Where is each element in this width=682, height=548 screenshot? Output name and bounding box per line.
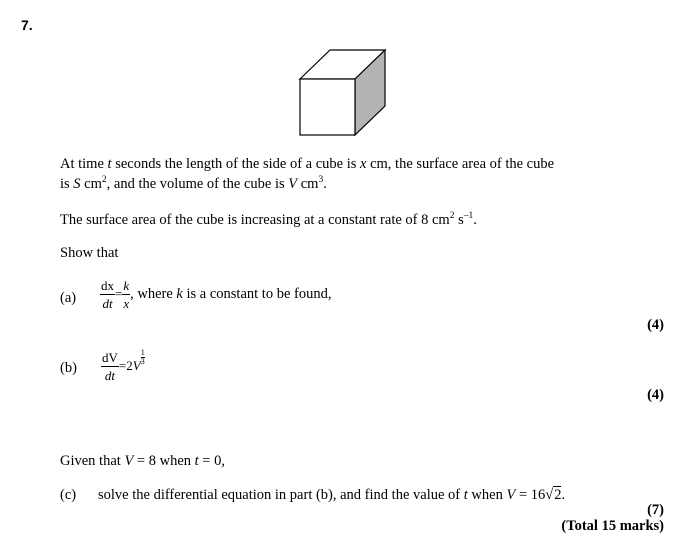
fraction-dV-dt: [101, 351, 119, 382]
text-span: = 16: [515, 487, 546, 503]
variable-V: V: [506, 487, 516, 503]
fraction-k-x: [122, 279, 130, 310]
part-b-equation: [101, 349, 145, 382]
numerator-text: dV: [102, 350, 118, 366]
exponent-one-third: [141, 349, 145, 366]
part-c-marks: (7): [647, 502, 664, 518]
part-c-label: (c): [60, 487, 77, 503]
intro-line-1: [60, 157, 554, 172]
question-number: 7.: [21, 17, 33, 33]
text-span: cm: [80, 176, 102, 192]
text-span: cm: [297, 176, 319, 192]
fraction-denominator: dt: [104, 367, 115, 383]
text-span: where: [133, 285, 177, 302]
variable-V: V: [132, 358, 141, 373]
part-a-equation: [100, 279, 331, 310]
text-span: = 8 when: [133, 453, 195, 469]
show-that-label: Show that: [60, 245, 119, 261]
cube-diagram: [296, 47, 388, 137]
superscript: 2: [449, 211, 455, 221]
variable-k: k: [176, 285, 183, 302]
text-span: At time: [60, 156, 108, 172]
variable-x: x: [360, 156, 367, 172]
text-span: Given that: [60, 453, 125, 469]
text-span: = 0,: [198, 453, 225, 469]
text-span: solve the differential equation in part (b), and find the value of: [98, 487, 464, 503]
text-span: cm, the surface area of the cube: [366, 156, 555, 172]
fraction-numerator: dx: [101, 278, 114, 293]
fraction-numerator: k: [123, 278, 130, 293]
part-c-text: [98, 488, 565, 503]
variable-V: V: [124, 453, 134, 469]
text-span: .: [561, 487, 566, 503]
text-span: The surface area of the cube is increasing at a constant rate of 8 cm: [60, 212, 450, 228]
superscript: –1: [463, 211, 474, 221]
variable-V: V: [288, 176, 298, 192]
variable-t: t: [463, 487, 468, 503]
text-span: ,: [130, 285, 134, 302]
text-span: s: [454, 212, 464, 228]
text-span: when: [467, 487, 507, 503]
exponent-numerator: 1: [140, 348, 145, 357]
cube-front-face: [300, 79, 355, 135]
variable-t: t: [194, 453, 199, 469]
part-a-marks: (4): [647, 317, 664, 333]
total-marks: (Total 15 marks): [561, 518, 664, 534]
fraction-numerator: [101, 351, 119, 367]
equals-sign: =: [115, 285, 123, 301]
part-b-label: (b): [60, 360, 77, 376]
exponent-denominator: 3: [140, 357, 145, 366]
part-b-marks: (4): [647, 387, 664, 403]
fraction-dx-dt: [100, 279, 115, 310]
radicand: 2: [554, 487, 562, 503]
superscript: 3: [318, 175, 324, 185]
text-span: is: [60, 176, 74, 192]
rhs-coefficient: =2: [118, 358, 133, 373]
text-span: , and the volume of the cube is: [106, 176, 289, 192]
text-span: .: [323, 176, 327, 192]
text-span: .: [473, 212, 477, 228]
intro-line-2: [60, 177, 327, 192]
variable-S: S: [73, 176, 81, 192]
part-a-label: (a): [60, 290, 77, 306]
text-span: seconds the length of the side of a cube is: [111, 156, 361, 172]
given-line: [60, 454, 225, 469]
variable-t: t: [107, 156, 112, 172]
fraction-denominator: x: [123, 295, 130, 311]
rate-line: [60, 213, 477, 228]
fraction-denominator: dt: [102, 295, 113, 311]
square-root-sign: √: [545, 487, 554, 503]
text-span: is a constant to be found,: [182, 285, 332, 302]
superscript: 2: [101, 175, 107, 185]
